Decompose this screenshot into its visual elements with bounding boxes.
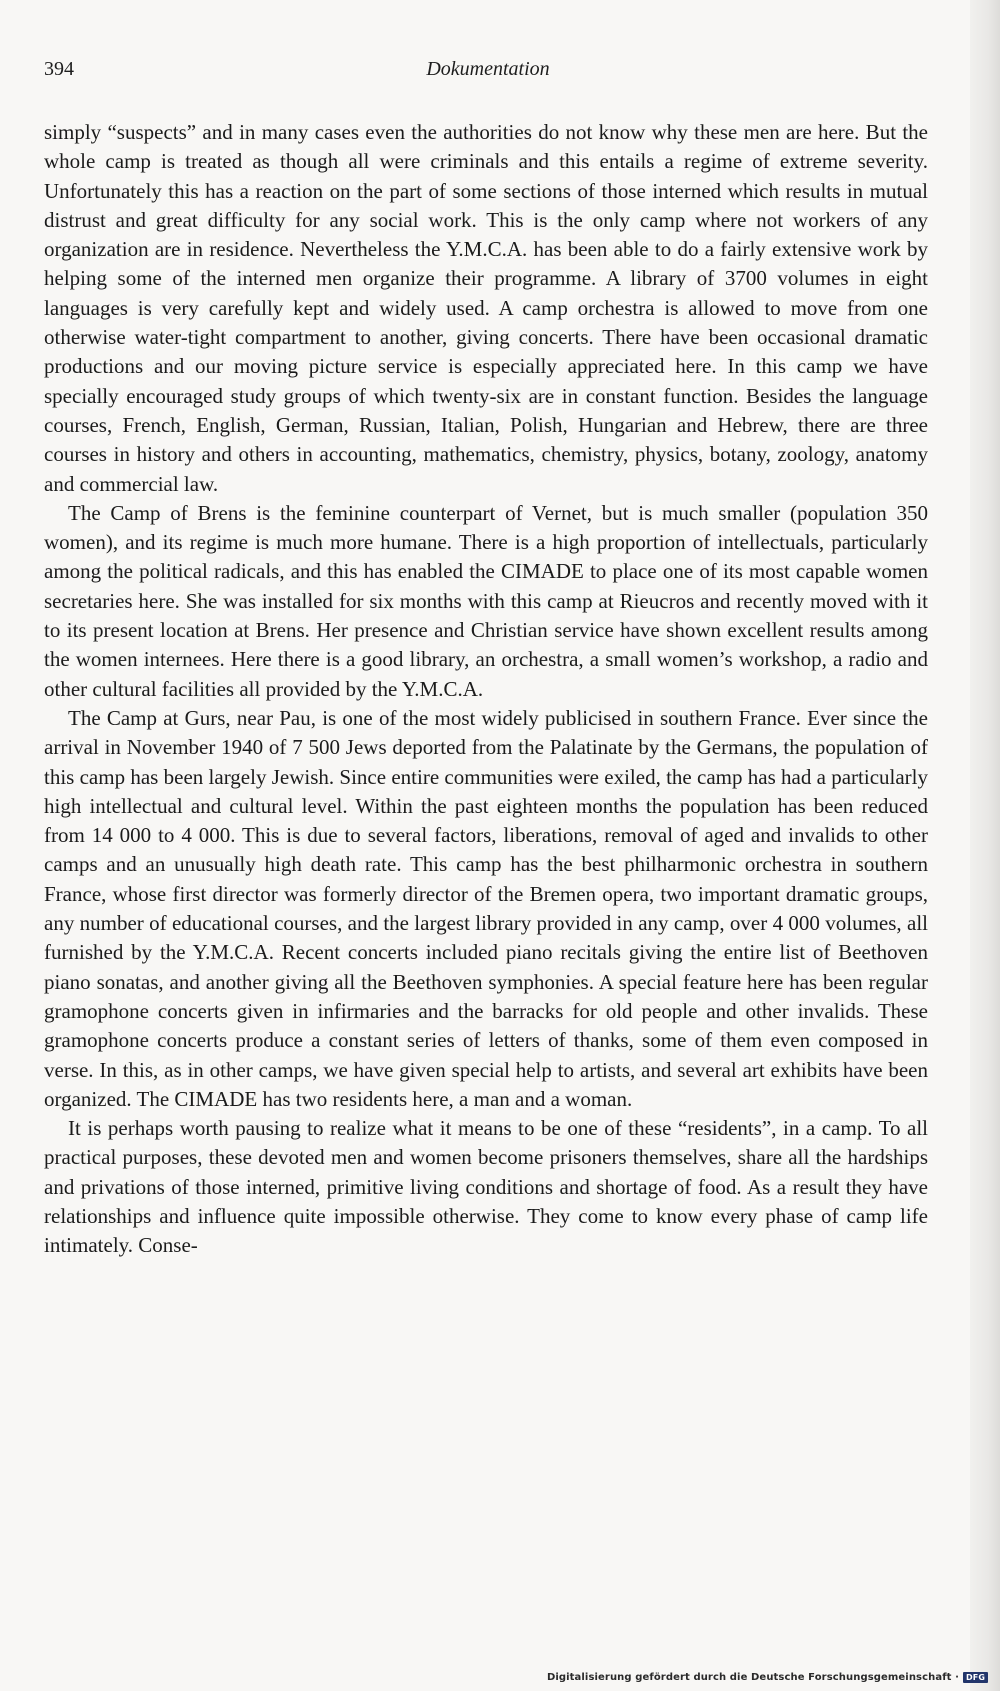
credit-text: Digitalisierung gefördert durch die Deutsche Forschungsgemeinschaft · (546, 1671, 960, 1683)
body-text (44, 118, 928, 1261)
paragraph-vernet-continued: simply “suspects” and in many cases even the authorities do not know why these men are here. But the whole camp is treated as though all were criminals and this entails a regime of extreme severity. Unfortunately this has a reaction on the part of some sections of those interned which results in mutual distrust and great difficulty for any social work. This is the only camp where not workers of any organization are in residence. Nevertheless the Y.M.C.A. has been able to do a fairly extensive work by helping some of the interned men organize their programme. A library of 3700 volumes in eight languages is very carefully kept and widely used. A camp orchestra is allowed to move from one otherwise water-tight compartment to another, giving concerts. There have been occasional dramatic productions and our moving picture service is especially appreciated here. In this camp we have specially encouraged study groups of which twenty-six are in constant function. Besides the language courses, French, English, German, Russian, Italian, Polish, Hungarian and Hebrew, there are three courses in history and others in accounting, mathematics, chemistry, physics, botany, zoology, anatomy and commercial law. (44, 120, 928, 496)
digitization-credit (547, 1669, 988, 1685)
header-title: Dokumentation (426, 58, 550, 80)
paragraph-residents: It is perhaps worth pausing to realize what it means to be one of these “residents”, in a camp. To all practical purposes, these devoted men and women become prisoners themselves, share all the hardships and privations of those interned, primitive living conditions and shortage of food. As a result they have relationships and influence quite impossible otherwise. They come to know every phase of camp life intimately. Conse- (44, 1116, 928, 1258)
running-head (44, 58, 932, 88)
page-edge-shadow (970, 0, 1000, 1691)
page-number: 394 (44, 58, 74, 80)
paragraph-gurs: The Camp at Gurs, near Pau, is one of the most widely publicised in southern France. Ever since the arrival in November 1940 of 7 500 Jews deported from the Palatinate by the Germans, the population of this camp has been largely Jewish. Since entire communities were exiled, the camp has had a particularly high intellectual and cultural level. Within the past eighteen months the population has been reduced from 14 000 to 4 000. This is due to several factors, liberations, removal of aged and invalids to other camps and an unusually high death rate. This camp has the best philharmonic orchestra in southern France, whose first director was formerly director of the Bremen opera, two important dramatic groups, any number of educational courses, and the largest library provided in any camp, over 4 000 volumes, all furnished by the Y.M.C.A. Recent concerts included piano recitals giving the entire list of Beethoven piano sonatas, and another giving all the Beethoven symphonies. A special feature here has been regular gramophone concerts given in infirmaries and the barracks for old people and other invalids. These gramophone concerts produce a constant series of letters of thanks, some of them even composed in verse. In this, as in other camps, we have given special help to artists, and several art exhibits have been organized. The CIMADE has two residents here, a man and a woman. (44, 705, 928, 1111)
dfg-logo: DFG (963, 1672, 988, 1683)
paragraph-brens: The Camp of Brens is the feminine counterpart of Vernet, but is much smaller (population 350 women), and its regime is much more humane. There is a high proportion of intellectuals, particularly among the political radicals, and this has enabled the CIMADE to place one of its most capable women secretaries here. She was installed for six months with this camp at Rieucros and recently moved with it to its present location at Brens. Her presence and Christian service have shown excellent results among the women internees. Here there is a good library, an orchestra, a small women’s workshop, a radio and other cultural facilities all provided by the Y.M.C.A. (44, 500, 928, 701)
